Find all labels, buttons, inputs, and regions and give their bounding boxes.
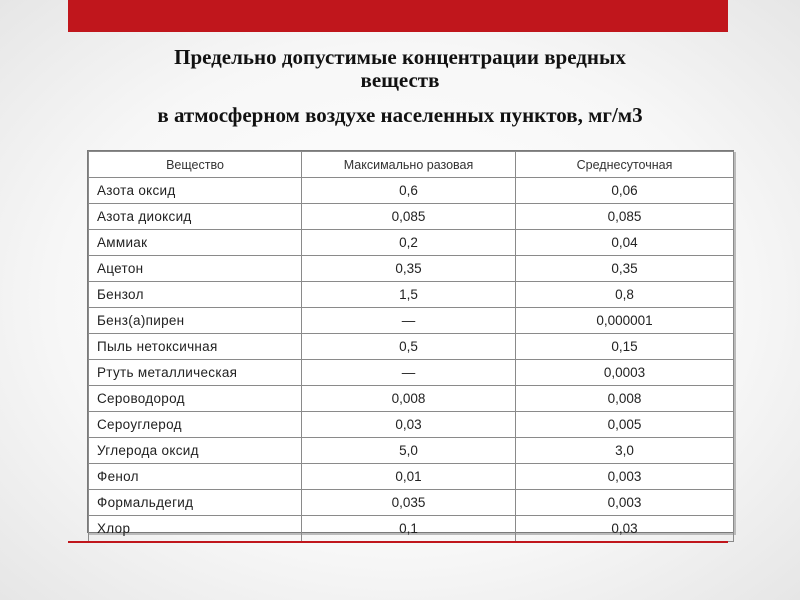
title-line-3: в атмосферном воздухе населенных пунктов, мг/м3 [157, 103, 643, 127]
cell-daily-avg: 0,0003 [516, 360, 734, 386]
cell-daily-avg: 3,0 [516, 438, 734, 464]
cell-max-single: 0,035 [302, 490, 516, 516]
cell-substance: Пыль нетоксичная [89, 334, 302, 360]
table-row [89, 334, 734, 360]
header-max-single: Максимально разовая [302, 152, 516, 178]
table-row [89, 178, 734, 204]
cell-max-single: 0,2 [302, 230, 516, 256]
cell-substance: Хлор [89, 516, 302, 542]
cell-max-single: 0,5 [302, 334, 516, 360]
mac-table-container [87, 150, 734, 536]
table-header-row [89, 152, 734, 178]
cell-max-single: 5,0 [302, 438, 516, 464]
cell-max-single: 0,35 [302, 256, 516, 282]
cell-max-single: 0,6 [302, 178, 516, 204]
cell-daily-avg: 0,06 [516, 178, 734, 204]
table-row [89, 282, 734, 308]
table-row [89, 308, 734, 334]
cell-max-single: 0,01 [302, 464, 516, 490]
table-row [89, 464, 734, 490]
cell-daily-avg: 0,005 [516, 412, 734, 438]
cell-substance: Бенз(а)пирен [89, 308, 302, 334]
cell-daily-avg: 0,085 [516, 204, 734, 230]
title-line-2: веществ [360, 68, 440, 92]
table-row [89, 438, 734, 464]
bottom-accent-line [68, 541, 728, 543]
cell-daily-avg: 0,03 [516, 516, 734, 542]
table-row [89, 204, 734, 230]
cell-daily-avg: 0,15 [516, 334, 734, 360]
cell-daily-avg: 0,000001 [516, 308, 734, 334]
cell-substance: Азота оксид [89, 178, 302, 204]
cell-substance: Сероводород [89, 386, 302, 412]
cell-substance: Ртуть металлическая [89, 360, 302, 386]
cell-daily-avg: 0,003 [516, 490, 734, 516]
title-line-1: Предельно допустимые концентрации вредных [174, 45, 626, 69]
cell-substance: Азота диоксид [89, 204, 302, 230]
mac-table [88, 151, 734, 542]
cell-max-single: 1,5 [302, 282, 516, 308]
cell-max-single: — [302, 360, 516, 386]
cell-substance: Формальдегид [89, 490, 302, 516]
header-substance: Вещество [89, 152, 302, 178]
table-row [89, 412, 734, 438]
table-row [89, 256, 734, 282]
cell-max-single: 0,03 [302, 412, 516, 438]
cell-substance: Бензол [89, 282, 302, 308]
cell-substance: Сероуглерод [89, 412, 302, 438]
cell-daily-avg: 0,008 [516, 386, 734, 412]
slide-title [60, 46, 740, 127]
top-accent-bar [68, 0, 728, 32]
cell-max-single: 0,1 [302, 516, 516, 542]
cell-daily-avg: 0,04 [516, 230, 734, 256]
cell-max-single: — [302, 308, 516, 334]
cell-daily-avg: 0,8 [516, 282, 734, 308]
cell-daily-avg: 0,003 [516, 464, 734, 490]
table-row [89, 230, 734, 256]
table-row [89, 360, 734, 386]
table-row [89, 516, 734, 542]
cell-daily-avg: 0,35 [516, 256, 734, 282]
cell-max-single: 0,008 [302, 386, 516, 412]
cell-substance: Фенол [89, 464, 302, 490]
header-daily-avg: Среднесуточная [516, 152, 734, 178]
cell-max-single: 0,085 [302, 204, 516, 230]
cell-substance: Аммиак [89, 230, 302, 256]
table-row [89, 386, 734, 412]
cell-substance: Ацетон [89, 256, 302, 282]
table-row [89, 490, 734, 516]
cell-substance: Углерода оксид [89, 438, 302, 464]
